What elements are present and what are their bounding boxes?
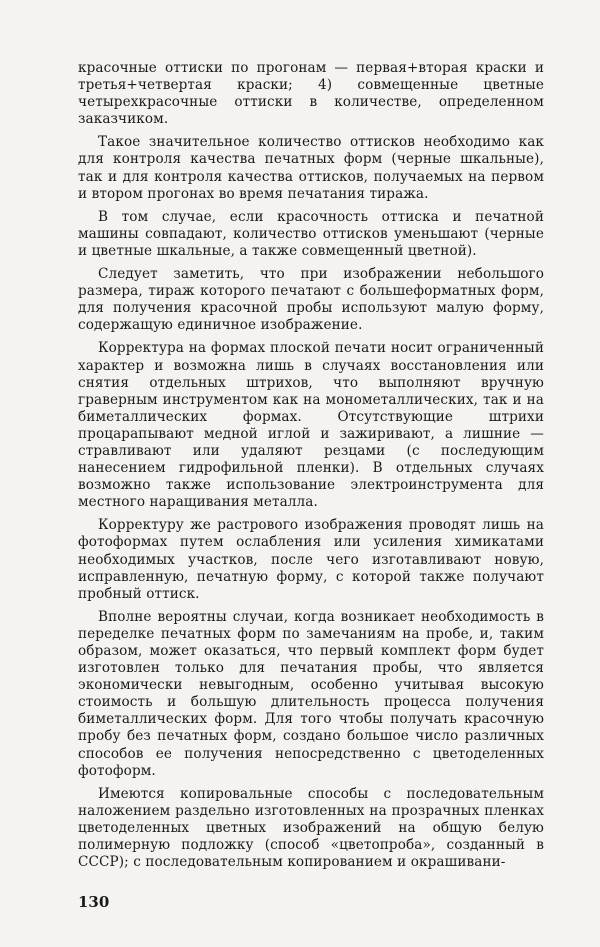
paragraph-copy-methods: Имеются копировальные способы с последовательным наложением раздельно изготовленных на прозрачных пленках цветоделенных цветных изображений на общую белую полимерную подложку (способ «цветопроба», созданный в СССР); с последовательным копированием и окрашивани- [78, 785, 544, 871]
paragraph-continuation: красочные оттиски по прогонам — первая+вторая краски и третья+четвертая краски; 4) совмещенные цветные четырехкрасочные оттиски в количестве, определенном заказчиком. [78, 60, 544, 128]
page-number: 130 [78, 893, 110, 911]
paragraph-color-match: В том случае, если красочность оттиска и печатной машины совпадают, количество оттисков уменьшают (черные и цветные шкальные, а также совмещенный цветной). [78, 208, 544, 259]
page-body [78, 60, 544, 877]
paragraph-small-image: Следует заметить, что при изображении небольшого размера, тираж которого печатают с большеформатных форм, для получения красочной пробы используют малую форму, содержащую единичное изображение. [78, 266, 544, 334]
paragraph-plate-correction: Корректура на формах плоской печати носит ограниченный характер и возможна лишь в случаях восстановления или снятия отдельных штрихов, что выполняют вручную граверным инструментом как на монометаллических, так и на биметаллических формах. Отсутствующие штрихи процарапывают медной иглой и зажиривают, а лишние — стравливают или удаляют резцами (с последующим нанесением гидрофильной пленки). В отдельных случаях возможно также использование электроинструмента для местного наращивания металла. [78, 340, 544, 511]
paragraph-remaking-forms: Вполне вероятны случаи, когда возникает необходимость в переделке печатных форм по замечаниям на пробе, и, таким образом, может оказаться, что первый комплект форм будет изготовлен только для печатания пробы, что является экономически невыгодным, особенно учитывая высокую стоимость и большую длительность процесса получения биметаллических форм. Для того чтобы получать красочную пробу без печатных форм, создано большое число различных способов ее получения непосредственно с цветоделенных фотоформ. [78, 608, 544, 779]
paragraph-print-control: Такое значительное количество оттисков необходимо как для контроля качества печатных форм (черные шкальные), так и для контроля качества оттисков, получаемых на первом и втором прогонах во время печатания тиража. [78, 134, 544, 202]
paragraph-halftone-correction: Корректуру же растрового изображения проводят лишь на фотоформах путем ослабления или усиления химикатами необходимых участков, после чего изготавливают новую, исправленную, печатную форму, с которой также получают пробный оттиск. [78, 517, 544, 602]
